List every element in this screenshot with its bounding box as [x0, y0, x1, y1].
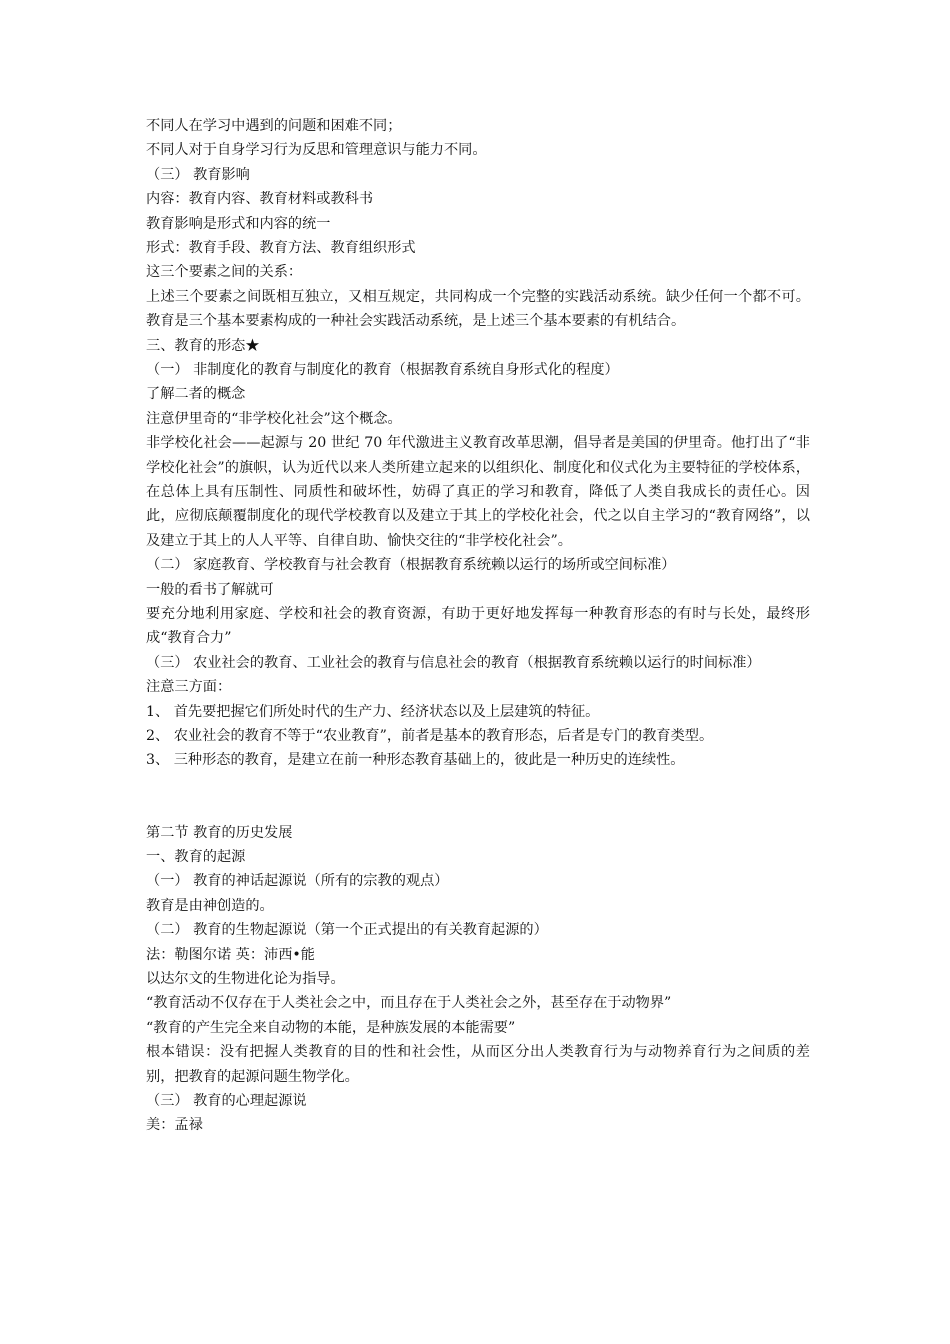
paragraph-error: 根本错误：没有把握人类教育的目的性和社会性，从而区分出人类教育行为与动物养育行为之间质的差别，把教育的起源问题生物学化。: [146, 1044, 810, 1085]
section-heading: 一、教育的起源: [146, 849, 246, 866]
text-line: 不同人在学习中遇到的问题和困难不同；: [146, 118, 402, 134]
subheading: （二） 家庭教育、学校教育与社会教育（根据教育系统赖以运行的场所或空间标准）: [146, 557, 676, 574]
text-line: 内容：教育内容、教育材料或教科书: [146, 191, 374, 208]
chapter-heading: 第二节 教育的历史发展: [146, 824, 293, 841]
subheading: （三） 教育影响: [146, 166, 250, 183]
text-line: 形式：教育手段、教育方法、教育组织形式: [146, 239, 416, 256]
text-line: 不同人对于自身学习行为反思和管理意识与能力不同。: [146, 142, 487, 159]
text-line: 以达尔文的生物进化论为指导。: [146, 971, 345, 988]
paragraph-resources: 要充分地利用家庭、学校和社会的教育资源，有助于更好地发挥每一种教育形态的有时与长处，最终形成“教育合力”: [146, 605, 810, 647]
subheading-agri: （三） 农业社会的教育、工业社会的教育与信息社会的教育（根据教育系统赖以运行的时间标准）: [146, 654, 761, 671]
text-line: 了解二者的概念: [146, 386, 246, 403]
paragraph-illich: 非学校化社会——起源与 20 世纪 70 年代激进主义教育改革思潮，倡导者是美国的伊里奇。他打出了“非学校化社会”的旗帜，认为近代以来人类所建立起来的以组织化、制度化和仪式化为主要特征的学校体系，在总体上具有压制性、同质性和破坏性，妨碍了真正的学习和教育，降低了人类自我成长的责任心。因此，应彻底颠覆制度化的现代学校教育以及建立于其上的学校化社会，代之以自主学习的“教育网络”，以及建立于其上的人人平等、自律自助、愉快交往的“非学校化社会”。: [146, 435, 810, 549]
quote-line: “教育的产生完全来自动物的本能，是种族发展的本能需要”: [146, 1019, 516, 1036]
section-heading: 三、教育的形态★: [146, 337, 260, 354]
text-line: 教育是由神创造的。: [146, 897, 274, 914]
text-line: 教育影响是形式和内容的统一: [146, 215, 331, 232]
text-line: 一般的看书了解就可: [146, 581, 274, 598]
paragraph-relation: 上述三个要素之间既相互独立，又相互规定，共同构成一个完整的实践活动系统。缺少任何一个都不可。教育是三个基本要素构成的一种社会实践活动系统，是上述三个基本要素的有机结合。: [146, 288, 810, 330]
quote-line: “教育活动不仅存在于人类社会之中，而且存在于人类社会之外，甚至存在于动物界”: [146, 995, 672, 1012]
list-item: 1、 首先要把握它们所处时代的生产力、经济状态以及上层建筑的特征。: [146, 703, 600, 720]
document-page: [146, 114, 810, 1138]
text-line: 注意伊里奇的“非学校化社会”这个概念。: [146, 410, 402, 427]
subheading: （二） 教育的生物起源说（第一个正式提出的有关教育起源的）: [146, 922, 548, 939]
text-line: 美：孟禄: [146, 1117, 203, 1134]
list-item: 2、 农业社会的教育不等于“农业教育”，前者是基本的教育形态，后者是专门的教育类型。: [146, 727, 714, 744]
blank-gap: [146, 773, 810, 821]
subheading: （一） 教育的神话起源说（所有的宗教的观点）: [146, 873, 449, 890]
subheading: （一） 非制度化的教育与制度化的教育（根据教育系统自身形式化的程度）: [146, 361, 619, 378]
text-line: 注意三方面：: [146, 679, 232, 696]
list-item: 3、 三种形态的教育，是建立在前一种形态教育基础上的，彼此是一种历史的连续性。: [146, 752, 685, 769]
subheading: （三） 教育的心理起源说: [146, 1093, 307, 1110]
text-line: 这三个要素之间的关系：: [146, 264, 303, 281]
text-line: 法：勒图尔诺 英：沛西•能: [146, 946, 315, 963]
